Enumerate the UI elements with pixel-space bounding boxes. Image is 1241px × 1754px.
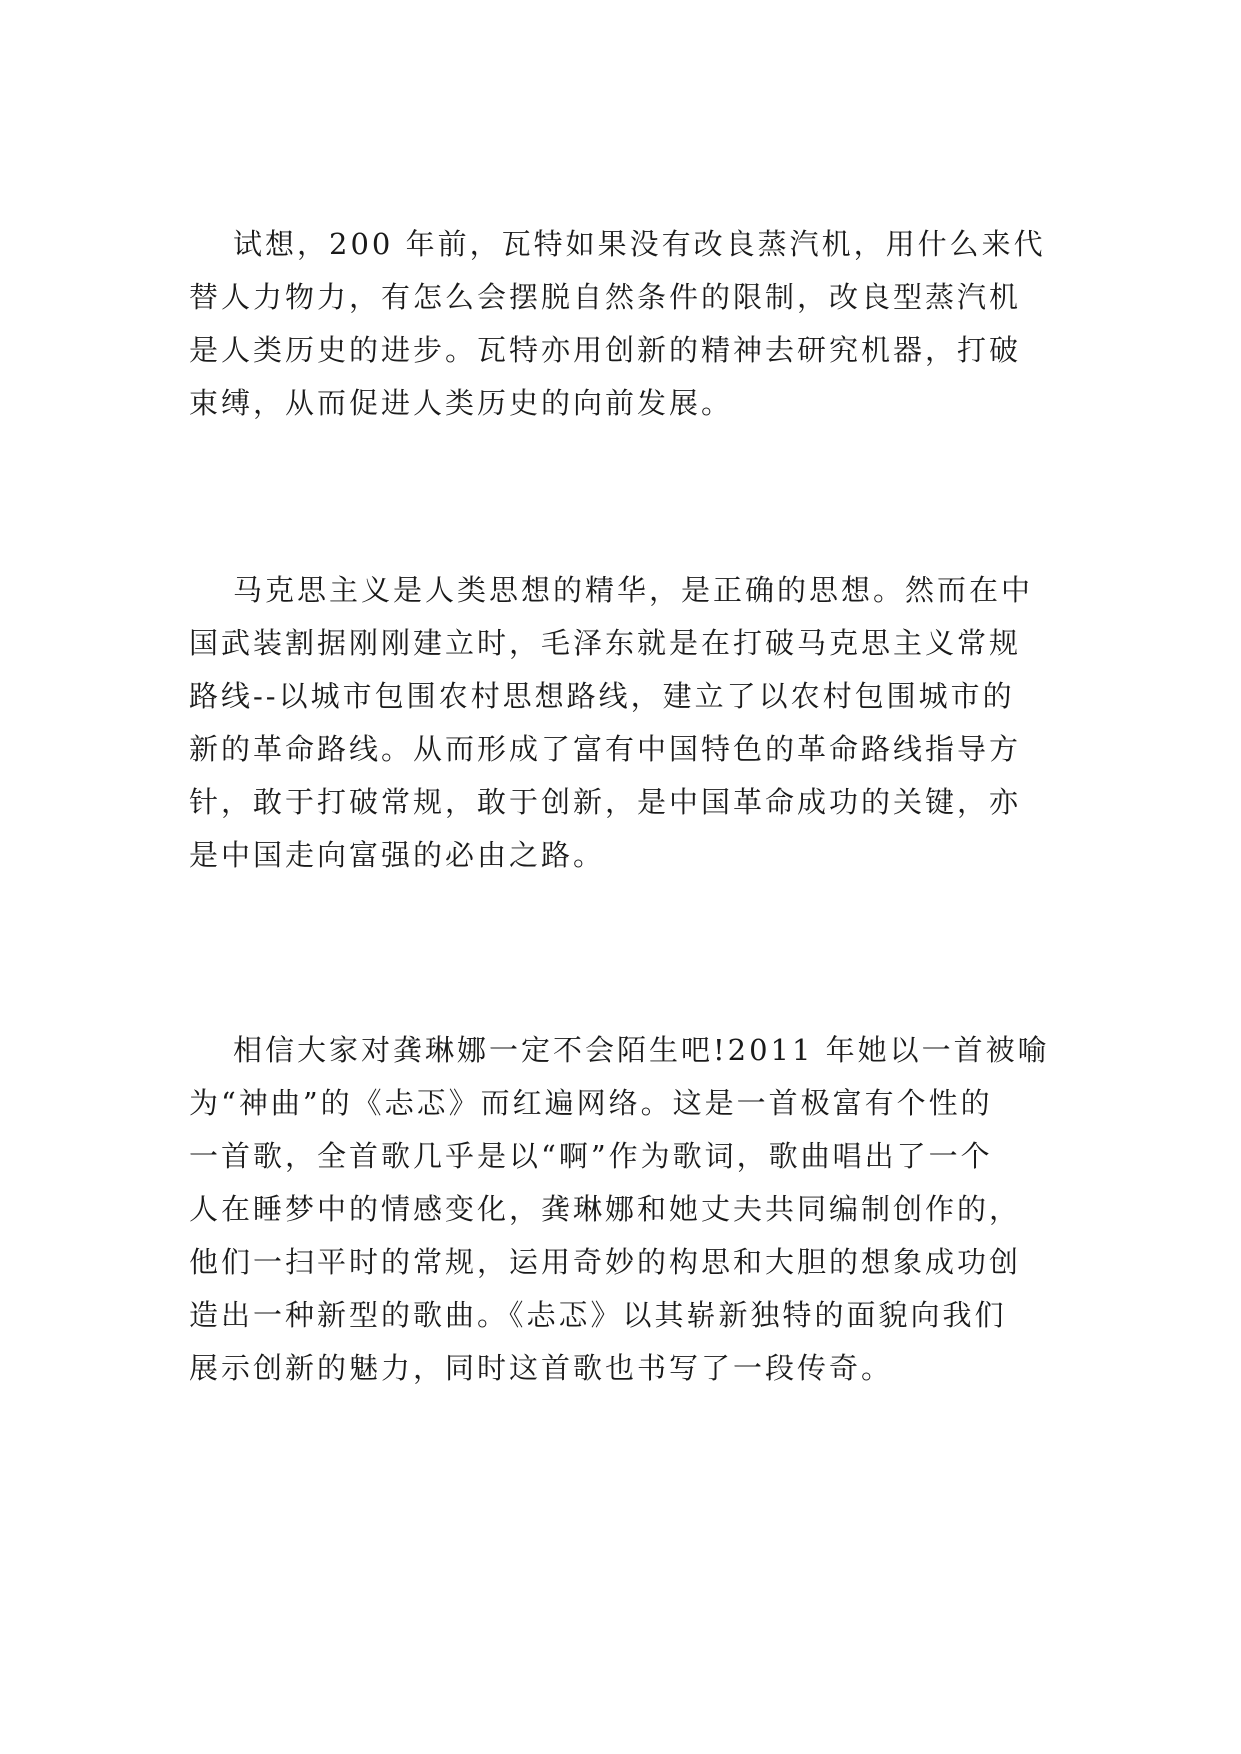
paragraph-watt: [189, 218, 1049, 430]
paragraph-line: 人在睡梦中的情感变化，龚琳娜和她丈夫共同编制创作的，: [189, 1192, 1022, 1226]
paragraph-line: 试想，200 年前，瓦特如果没有改良蒸汽机，用什么来代: [233, 227, 1046, 261]
paragraph-line: 针，敢于打破常规，敢于创新，是中国革命成功的关键，亦: [189, 785, 1022, 819]
paragraph-line: 国武装割据刚刚建立时，毛泽东就是在打破马克思主义常规: [189, 626, 1022, 660]
paragraph-line: 一首歌，全首歌几乎是以“啊”作为歌词，歌曲唱出了一个: [189, 1139, 993, 1173]
paragraph-line: 造出一种新型的歌曲。《忐忑》以其崭新独特的面貌向我们: [189, 1298, 1007, 1332]
paragraph-marxism: [189, 564, 1049, 882]
paragraph-line: 是人类历史的进步。瓦特亦用创新的精神去研究机器，打破: [189, 333, 1022, 367]
paragraph-line: 马克思主义是人类思想的精华，是正确的思想。然而在中: [233, 573, 1034, 607]
paragraph-line: 展示创新的魅力，同时这首歌也书写了一段传奇。: [189, 1351, 894, 1385]
paragraph-line: 束缚，从而促进人类历史的向前发展。: [189, 386, 734, 420]
paragraph-line: 为“神曲”的《忐忑》而红遍网络。这是一首极富有个性的: [189, 1086, 993, 1120]
paragraph-gong-linna: [189, 1024, 1049, 1395]
paragraph-line: 是中国走向富强的必由之路。: [189, 838, 606, 872]
paragraph-line: 他们一扫平时的常规，运用奇妙的构思和大胆的想象成功创: [189, 1245, 1022, 1279]
paragraph-line: 相信大家对龚琳娜一定不会陌生吧!2011 年她以一首被喻: [233, 1033, 1050, 1067]
paragraph-line: 新的革命路线。从而形成了富有中国特色的革命路线指导方: [189, 732, 1022, 766]
paragraph-line: 路线--以城市包围农村思想路线，建立了以农村包围城市的: [189, 679, 1015, 713]
paragraph-line: 替人力物力，有怎么会摆脱自然条件的限制，改良型蒸汽机: [189, 280, 1022, 314]
